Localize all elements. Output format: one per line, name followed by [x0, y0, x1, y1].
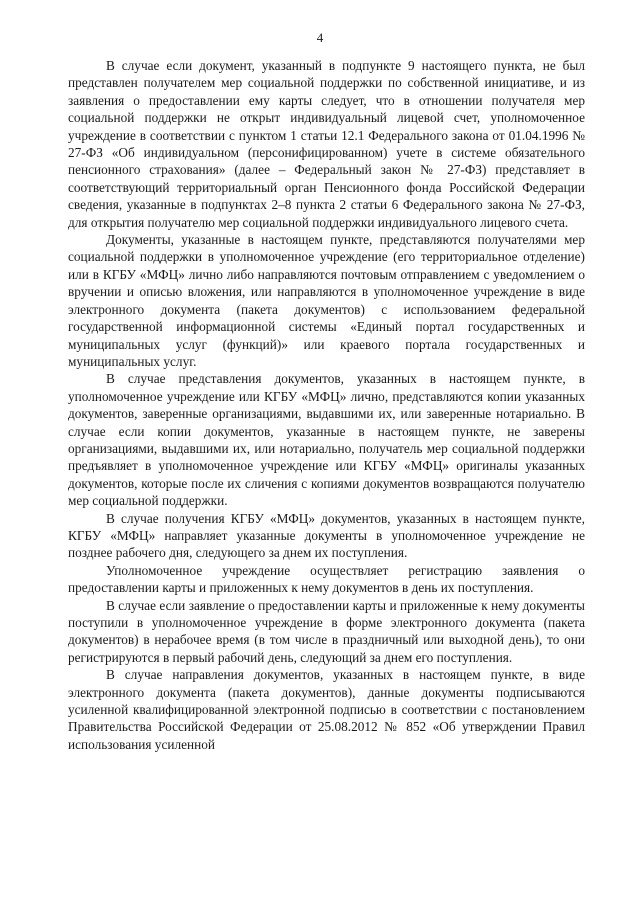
paragraph-submission-methods: Документы, указанные в настоящем пункте, представляются получателями мер социальной поддержки в уполномоченное учреждение (его территориальное отделение) или в КГБУ «МФЦ» лично либо направляются почтовым отправлением с уведомлением о вручении и описью вложения, или направляются в уполномоченное учреждение в виде электронного документа (пакета документов) с использованием федеральной государственной информационной системы «Единый портал государственных и муниципальных услуг (функций)» или краевого портала государственных и муниципальных услуг.	[68, 232, 585, 369]
document-body	[68, 57, 585, 753]
paragraph-nonworking-time: В случае если заявление о предоставлении карты и приложенные к нему документы поступили в уполномоченное учреждение в форме электронного документа (пакета документов) в нерабочее время (в том числе в праздничный или выходной день), то они регистрируются в первый рабочий день, следующий за днем его поступления.	[68, 597, 585, 665]
paragraph-mfc-forwarding: В случае получения КГБУ «МФЦ» документов, указанных в настоящем пункте, КГБУ «МФЦ» направляет указанные документы в уполномоченное учреждение не позднее рабочего дня, следующего за днем их поступления.	[68, 510, 585, 561]
paragraph-copies-certification: В случае представления документов, указанных в настоящем пункте, в уполномоченное учреждение или КГБУ «МФЦ» лично, представляются копии указанных документов, заверенные организациями, выдавшими их, или заверенные нотариально. В случае если копии документов, указанные в настоящем пункте, не заверены организациями, выдавшими их, или нотариально, получатель мер социальной поддержки предъявляет в уполномоченное учреждение или КГБУ «МФЦ» оригиналы указанных документов, которые после их сличения с копиями документов возвращаются получателю мер социальной поддержки.	[68, 371, 585, 509]
paragraph-registration: Уполномоченное учреждение осуществляет регистрацию заявления о предоставлении карты и приложенных к нему документов в день их поступления.	[68, 562, 585, 596]
paragraph-pension-account: В случае если документ, указанный в подпункте 9 настоящего пункта, не был представлен получателем мер социальной поддержки по собственной инициативе, и из заявления о предоставлении ему карты следует, что в отношении получателя мер социальной поддержки не открыт индивидуальный лицевой счет, уполномоченное учреждение в соответствии с пунктом 1 статьи 12.1 Федерального закона от 01.04.1996 № 27-ФЗ «Об индивидуальном (персонифицированном) учете в системе обязательного пенсионного страхования» (далее – Федеральный закон № 27-ФЗ) представляет в соответствующий территориальный орган Пенсионного фонда Российской Федерации сведения, указанные в подпунктах 2–8 пункта 2 статьи 6 Федерального закона № 27-ФЗ, для открытия получателю мер социальной поддержки индивидуального лицевого счета.	[68, 58, 585, 230]
page-number: 4	[316, 30, 324, 45]
paragraph-electronic-signature: В случае направления документов, указанных в настоящем пункте, в виде электронного документа (пакета документов), данные документы подписываются усиленной квалифицированной электронной подписью в соответствии с постановлением Правительства Российской Федерации от 25.08.2012 № 852 «Об утверждении Правил использования усиленной	[68, 667, 585, 752]
